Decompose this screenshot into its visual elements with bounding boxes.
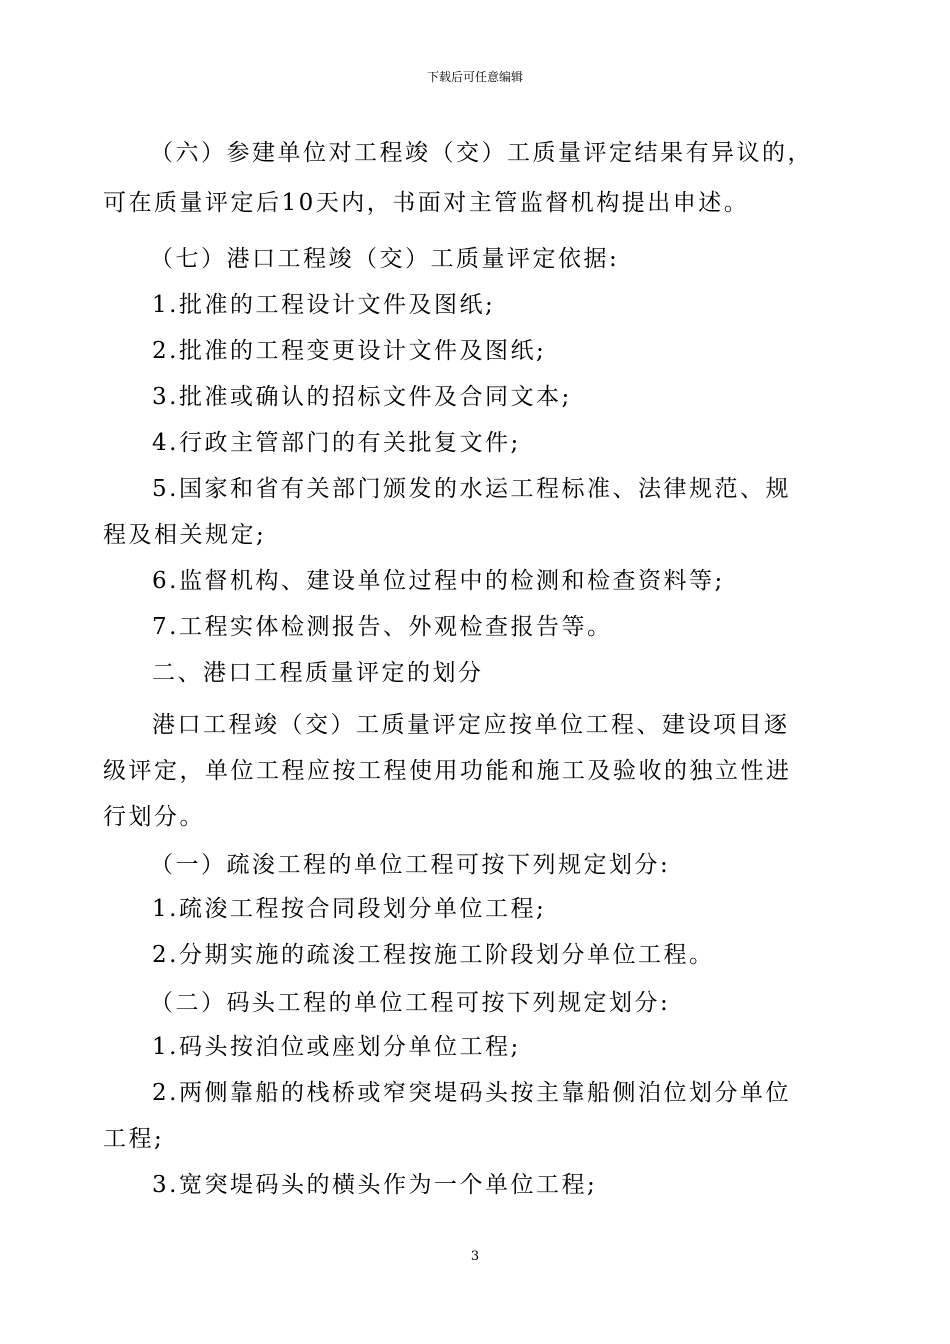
section-heading: （一）疏浚工程的单位工程可按下列规定划分: [150, 852, 671, 878]
list-item: 7.工程实体检测报告、外观检查报告等。 [152, 614, 613, 640]
list-item: 2.两侧靠船的栈桥或窄突堤码头按主靠船侧泊位划分单位 [152, 1080, 791, 1106]
section-heading: （二）码头工程的单位工程可按下列规定划分: [150, 990, 671, 1016]
list-item: 1.疏浚工程按合同段划分单位工程; [152, 896, 547, 922]
list-item: 4.行政主管部门的有关批复文件; [152, 430, 521, 456]
list-item: 2.分期实施的疏浚工程按施工阶段划分单位工程。 [152, 942, 715, 968]
list-item: 2.批准的工程变更设计文件及图纸; [152, 338, 547, 364]
text-line: 可在质量评定后10天内，书面对主管监督机构提出申述。 [103, 190, 750, 216]
section-heading: （七）港口工程竣（交）工质量评定依据: [150, 246, 620, 272]
list-item-continuation: 工程; [103, 1126, 165, 1152]
text-line: （六）参建单位对工程竣（交）工质量评定结果有异议的， [150, 140, 813, 166]
list-item-continuation: 程及相关规定; [103, 522, 267, 548]
page-header: 下载后可任意编辑 [426, 70, 523, 84]
list-item: 6.监督机构、建设单位过程中的检测和检查资料等; [152, 568, 725, 594]
page-number: 3 [470, 1249, 480, 1264]
list-item: 5.国家和省有关部门颁发的水运工程标准、法律规范、规 [152, 476, 791, 502]
list-item: 1.批准的工程设计文件及图纸; [152, 292, 496, 318]
text-line: 行划分。 [103, 804, 205, 830]
list-item: 3.宽突堤码头的横头作为一个单位工程; [152, 1172, 598, 1198]
list-item: 3.批准或确认的招标文件及合同文本; [152, 384, 572, 410]
text-line: 港口工程竣（交）工质量评定应按单位工程、建设项目逐 [152, 712, 790, 738]
text-line: 级评定，单位工程应按工程使用功能和施工及验收的独立性进 [103, 758, 792, 784]
section-heading: 二、港口工程质量评定的划分 [152, 660, 484, 686]
list-item: 1.码头按泊位或座划分单位工程; [152, 1034, 521, 1060]
